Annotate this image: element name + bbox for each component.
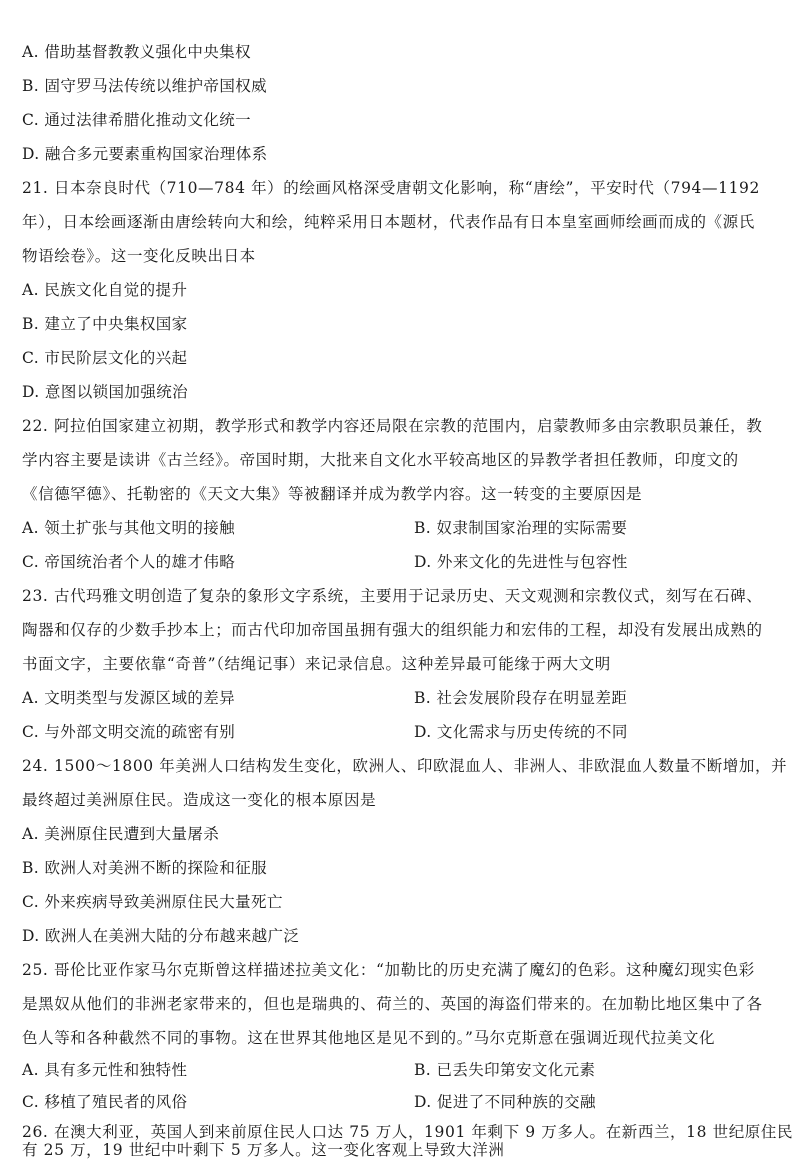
q24-option-b: B. 欧洲人对美洲不断的探险和征服 [22, 859, 268, 877]
q22-stem-line-2: 学内容主要是读讲《古兰经》。帝国时期，大批来自文化水平较高地区的异教学者担任教师，印度文的 [22, 451, 739, 469]
q25-option-c: C. 移植了殖民者的风俗 [22, 1093, 188, 1111]
q21-option-a: A. 民族文化自觉的提升 [22, 281, 188, 299]
q21-option-c: C. 市民阶层文化的兴起 [22, 349, 188, 367]
q20-option-d: D. 融合多元要素重构国家治理体系 [22, 145, 268, 163]
q21-stem-line-3: 物语绘卷》。这一变化反映出日本 [22, 247, 256, 265]
q26-stem-line-2: 有 25 万，19 世纪中叶剩下 5 万多人。这一变化客观上导致大洋洲 [22, 1141, 505, 1159]
q21-option-d: D. 意图以锁国加强统治 [22, 383, 189, 401]
q21-stem-line-2: 年），日本绘画逐渐由唐绘转向大和绘，纯粹采用日本题材，代表作品有日本皇室画师绘画而成的《源氏 [22, 213, 755, 231]
q23-stem-line-3: 书面文字，主要依靠“奇普”（结绳记事）来记录信息。这种差异最可能缘于两大文明 [22, 655, 611, 673]
q23-stem-line-2: 陶器和仅存的少数手抄本上；而古代印加帝国虽拥有强大的组织能力和宏伟的工程，却没有发展出成熟的 [22, 621, 763, 639]
q25-option-d: D. 促进了不同种族的交融 [414, 1093, 596, 1111]
q22-option-b: B. 奴隶制国家治理的实际需要 [414, 519, 628, 537]
q25-stem-line-1: 25. 哥伦比亚作家马尔克斯曾这样描述拉美文化：“加勒比的历史充满了魔幻的色彩。这种魔幻现实色彩 [22, 961, 755, 979]
q23-option-row-2 [22, 720, 780, 744]
q22-option-a: A. 领土扩张与其他文明的接触 [22, 519, 236, 537]
q25-option-a: A. 具有多元性和独特性 [22, 1061, 188, 1079]
q25-stem-line-3: 色人等和各种截然不同的事物。这在世界其他地区是见不到的。”马尔克斯意在强调近现代拉美文化 [22, 1029, 716, 1047]
q24-stem-line-1: 24. 1500～1800 年美洲人口结构发生变化，欧洲人、印欧混血人、非洲人、非欧混血人数量不断增加，并 [22, 757, 788, 775]
q22-option-d: D. 外来文化的先进性与包容性 [414, 553, 628, 571]
q23-option-a: A. 文明类型与发源区域的差异 [22, 689, 236, 707]
q24-option-c: C. 外来疾病导致美洲原住民大量死亡 [22, 893, 283, 911]
q26-stem-line-1: 26. 在澳大利亚，英国人到来前原住民人口达 75 万人，1901 年剩下 9 万多人。在新西兰，18 世纪原住民 [22, 1123, 794, 1141]
q23-option-d: D. 文化需求与历史传统的不同 [414, 723, 628, 741]
q25-option-b: B. 已丢失印第安文化元素 [414, 1061, 596, 1079]
q22-stem-line-3: 《信德罕德》、托勒密的《天文大集》等被翻译并成为教学内容。这一转变的主要原因是 [22, 485, 643, 503]
q24-option-d: D. 欧洲人在美洲大陆的分布越来越广泛 [22, 927, 300, 945]
q25-option-row-1 [22, 1058, 780, 1082]
q21-stem-line-1: 21. 日本奈良时代（710—784 年）的绘画风格深受唐朝文化影响，称“唐绘”，平安时代（794—1192 [22, 179, 760, 197]
q23-stem-line-1: 23. 古代玛雅文明创造了复杂的象形文字系统，主要用于记录历史、天文观测和宗教仪式，刻写在石碑、 [22, 587, 763, 605]
q20-option-c: C. 通过法律希腊化推动文化统一 [22, 111, 252, 129]
q24-option-a: A. 美洲原住民遭到大量屠杀 [22, 825, 220, 843]
q22-option-row-2 [22, 550, 780, 574]
q25-option-row-2 [22, 1090, 780, 1114]
q23-option-b: B. 社会发展阶段存在明显差距 [414, 689, 628, 707]
q21-option-b: B. 建立了中央集权国家 [22, 315, 188, 333]
q25-stem-line-2: 是黑奴从他们的非洲老家带来的，但也是瑞典的、荷兰的、英国的海盗们带来的。在加勒比地区集中了各 [22, 995, 763, 1013]
q22-option-c: C. 帝国统治者个人的雄才伟略 [22, 553, 236, 571]
q24-stem-line-2: 最终超过美洲原住民。造成这一变化的根本原因是 [22, 791, 377, 809]
q22-option-row-1 [22, 516, 780, 540]
q22-stem-line-1: 22. 阿拉伯国家建立初期，教学形式和教学内容还局限在宗教的范围内，启蒙教师多由宗教职员兼任，教 [22, 417, 763, 435]
q23-option-row-1 [22, 686, 780, 710]
q20-option-b: B. 固守罗马法传统以维护帝国权威 [22, 77, 268, 95]
q23-option-c: C. 与外部文明交流的疏密有别 [22, 723, 236, 741]
q20-option-a: A. 借助基督教教义强化中央集权 [22, 43, 251, 61]
